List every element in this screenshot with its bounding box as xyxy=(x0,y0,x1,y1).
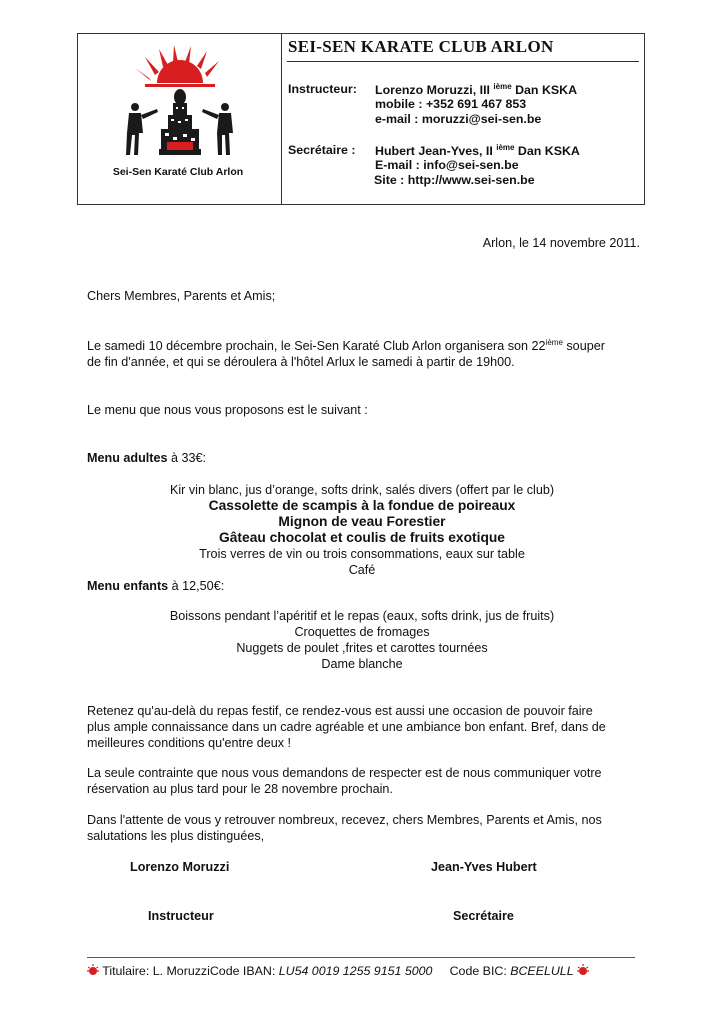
menu-item: Kir vin blanc, jus d’orange, softs drink, salés divers (offert par le club) xyxy=(169,483,555,497)
title-rule xyxy=(287,61,639,62)
paragraph-line: salutations les plus distinguées, xyxy=(87,829,265,843)
footer-bic: BCEELULL xyxy=(510,964,574,978)
secretary-rank-sup: ième xyxy=(496,143,515,152)
adult-menu-label: Menu adultes xyxy=(87,451,168,465)
secretary-rank: Dan KSKA xyxy=(517,144,580,158)
menu-item: Mignon de veau Forestier xyxy=(278,514,446,529)
paragraph-line: réservation au plus tard pour le 28 novembre prochain. xyxy=(87,782,393,796)
menu-item: Cassolette de scampis à la fondue de poireaux xyxy=(208,498,516,513)
secretary-email[interactable]: E-mail : info@sei-sen.be xyxy=(375,158,519,172)
intro-line-1: Le samedi 10 décembre prochain, le Sei-Sen Karaté Club Arlon organisera son 22 xyxy=(87,339,546,353)
footer-bank-details xyxy=(87,964,647,978)
website[interactable]: Site : http://www.sei-sen.be xyxy=(374,173,535,187)
menu-item: Nuggets de poulet ,frites et carottes tournées xyxy=(236,641,488,655)
signer-right-title: Secrétaire xyxy=(453,909,514,923)
menu-item: Boissons pendant l’apéritif et le repas (eaux, softs drink, jus de fruits) xyxy=(169,609,555,623)
sun-logo-icon xyxy=(87,964,99,976)
paragraph-line: meilleures conditions qu'entre deux ! xyxy=(87,736,292,750)
menu-item: Croquettes de fromages xyxy=(294,625,430,639)
intro-sup: ième xyxy=(545,338,563,347)
menu-item: Café xyxy=(348,563,376,577)
instructor-name: Lorenzo Moruzzi, III xyxy=(375,83,490,97)
date-line: Arlon, le 14 novembre 2011. xyxy=(482,236,640,250)
menu-intro: Le menu que nous vous proposons est le suivant : xyxy=(87,403,368,417)
paragraph-line: Retenez qu'au-delà du repas festif, ce rendez-vous est aussi une occasion de pouvoir faire xyxy=(87,704,593,718)
paragraph-reservation xyxy=(87,765,647,797)
child-menu-label: Menu enfants xyxy=(87,579,169,593)
paragraph-line: Dans l'attente de vous y retrouver nombreux, recevez, chers Membres, Parents et Amis, nos xyxy=(87,813,602,827)
letterhead-divider xyxy=(281,33,282,205)
paragraph-closing xyxy=(87,812,647,844)
menu-item: Dame blanche xyxy=(321,657,403,671)
secretary-line xyxy=(375,143,580,158)
paragraph-line: La seule contrainte que nous vous demandons de respecter est de nous communiquer votre xyxy=(87,766,602,780)
child-menu-price: à 12,50€: xyxy=(168,579,225,593)
secretary-label: Secrétaire : xyxy=(288,143,356,157)
footer-holder: Titulaire: L. MoruzziCode IBAN: xyxy=(102,964,279,978)
signer-left-name: Lorenzo Moruzzi xyxy=(130,860,230,874)
instructor-rank: Dan KSKA xyxy=(515,83,578,97)
child-menu-heading xyxy=(87,578,647,594)
signer-right-name: Jean-Yves Hubert xyxy=(431,860,537,874)
instructor-mobile: mobile : +352 691 467 853 xyxy=(375,97,527,111)
footer-rule xyxy=(87,957,635,958)
instructor-rank-sup: ième xyxy=(493,82,512,91)
adult-menu-price: à 33€: xyxy=(167,451,206,465)
adult-menu-list xyxy=(87,482,637,578)
adult-menu-heading xyxy=(87,450,647,466)
footer-iban: LU54 0019 1255 9151 5000 xyxy=(278,964,433,978)
footer-bic-label: Code BIC: xyxy=(449,964,511,978)
signer-left-title: Instructeur xyxy=(148,909,214,923)
instructor-email[interactable]: e-mail : moruzzi@sei-sen.be xyxy=(375,112,542,126)
child-menu-list xyxy=(87,608,637,672)
secretary-name: Hubert Jean-Yves, II xyxy=(375,144,493,158)
menu-item: Trois verres de vin ou trois consommations, eaux sur table xyxy=(199,547,525,561)
club-title: SEI-SEN KARATE CLUB ARLON xyxy=(288,37,554,56)
paragraph-line: plus ample connaissance dans un cadre agréable et une ambiance bon enfant. Bref, dans de xyxy=(87,720,606,734)
paragraph-festive xyxy=(87,703,647,751)
intro-paragraph xyxy=(87,335,647,370)
menu-item: Gâteau chocolat et coulis de fruits exotique xyxy=(219,530,505,545)
instructor-line xyxy=(375,82,577,97)
logo-caption: Sei-Sen Karaté Club Arlon xyxy=(112,166,244,178)
sun-logo-icon xyxy=(577,964,589,976)
salutation: Chers Membres, Parents et Amis; xyxy=(87,289,276,303)
intro-line-1-end: souper xyxy=(562,339,605,353)
intro-line-2: de fin d'année, et qui se déroulera à l'hôtel Arlux le samedi à partir de 19h00. xyxy=(87,355,515,369)
instructor-label: Instructeur: xyxy=(288,82,357,96)
